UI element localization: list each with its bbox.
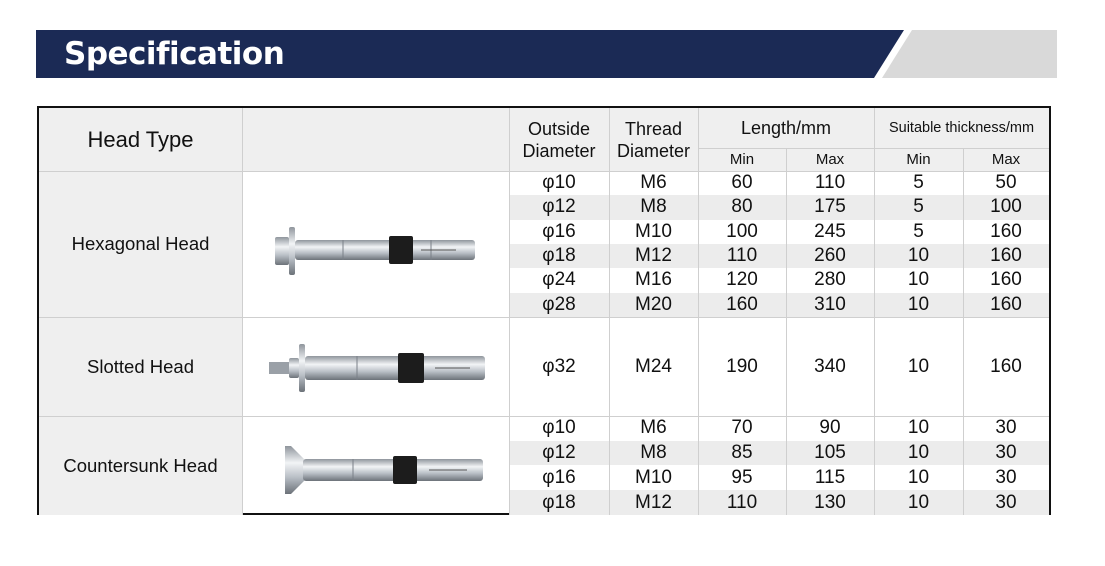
table-cell-od: φ10 bbox=[542, 417, 576, 439]
table-cell-lmin: 80 bbox=[731, 196, 753, 218]
divider bbox=[242, 108, 243, 515]
slotted-head-anchor-bolt-icon bbox=[265, 340, 490, 396]
table-cell-td: M12 bbox=[635, 491, 672, 513]
table-cell-lmax: 260 bbox=[814, 245, 846, 267]
table-cell-lmax: 175 bbox=[814, 196, 846, 218]
table-cell-tmax: 50 bbox=[995, 172, 1017, 194]
header-length: Length/mm bbox=[740, 118, 832, 138]
table-cell-tmin: 5 bbox=[913, 172, 924, 194]
table-cell-tmax: 100 bbox=[990, 196, 1022, 218]
table-cell-lmax: 110 bbox=[814, 172, 846, 194]
table-cell-lmin: 60 bbox=[731, 172, 753, 194]
table-cell-tmax: 160 bbox=[990, 220, 1022, 242]
group-label-hexagonal: Hexagonal Head bbox=[71, 233, 210, 254]
table-cell-tmin: 10 bbox=[907, 355, 930, 377]
header-suitable-thickness: Suitable thickness/mm bbox=[888, 120, 1035, 136]
table-cell-lmax: 130 bbox=[814, 491, 846, 513]
table-cell-lmax: 105 bbox=[814, 442, 846, 464]
table-cell-od: φ18 bbox=[542, 245, 576, 267]
table-cell-td: M6 bbox=[640, 417, 667, 439]
table-cell-lmin: 70 bbox=[731, 417, 753, 439]
table-cell-td: M12 bbox=[635, 245, 672, 267]
table-cell-lmin: 110 bbox=[726, 491, 758, 513]
table-cell-lmin: 100 bbox=[726, 220, 758, 242]
table-cell-tmax: 30 bbox=[995, 466, 1017, 488]
table-cell-tmax: 160 bbox=[990, 355, 1022, 377]
table-cell-td: M8 bbox=[640, 196, 667, 218]
table-cell-lmax: 280 bbox=[814, 269, 846, 291]
specification-table bbox=[37, 106, 1051, 515]
table-cell-od: φ16 bbox=[542, 466, 576, 488]
table-cell-tmin: 10 bbox=[907, 466, 930, 488]
table-cell-lmax: 310 bbox=[814, 293, 846, 315]
table-cell-lmin: 120 bbox=[726, 269, 758, 291]
table-cell-od: φ24 bbox=[542, 269, 576, 291]
table-cell-tmin: 10 bbox=[907, 269, 930, 291]
table-cell-lmin: 85 bbox=[731, 442, 753, 464]
group-label-countersunk: Countersunk Head bbox=[63, 454, 218, 476]
table-cell-tmax: 30 bbox=[995, 417, 1017, 439]
table-cell-od: φ12 bbox=[542, 442, 576, 464]
countersunk-head-anchor-bolt-icon bbox=[279, 442, 489, 498]
header-head-type: Head Type bbox=[87, 126, 194, 152]
header-thickness-min: Min bbox=[906, 151, 931, 168]
table-cell-tmax: 30 bbox=[995, 491, 1017, 513]
table-cell-td: M10 bbox=[635, 220, 672, 242]
table-cell-td: M20 bbox=[635, 293, 672, 315]
table-cell-lmin: 110 bbox=[726, 245, 758, 267]
table-cell-tmin: 5 bbox=[913, 196, 924, 218]
header-length-min: Min bbox=[729, 151, 755, 168]
table-cell-td: M8 bbox=[640, 442, 667, 464]
header-outside-diameter: Outside Diameter bbox=[522, 118, 596, 161]
table-cell-od: φ10 bbox=[542, 172, 576, 194]
table-cell-tmin: 5 bbox=[913, 220, 924, 242]
table-cell-lmax: 245 bbox=[814, 220, 846, 242]
table-cell-tmax: 30 bbox=[995, 442, 1017, 464]
table-cell-od: φ12 bbox=[542, 196, 576, 218]
group-label-slotted: Slotted Head bbox=[87, 355, 194, 377]
header-thread-diameter: Thread Diameter bbox=[616, 118, 691, 161]
table-cell-od: φ16 bbox=[542, 220, 576, 242]
table-cell-od: φ18 bbox=[542, 491, 576, 513]
table-cell-tmin: 10 bbox=[907, 442, 930, 464]
table-cell-lmin: 95 bbox=[731, 466, 753, 488]
table-cell-tmax: 160 bbox=[990, 293, 1022, 315]
table-cell-tmax: 160 bbox=[990, 269, 1022, 291]
table-cell-od: φ32 bbox=[542, 355, 576, 377]
table-cell-lmax: 90 bbox=[819, 417, 841, 439]
specification-banner bbox=[36, 30, 1057, 78]
table-cell-lmax: 115 bbox=[814, 466, 846, 488]
table-cell-tmin: 10 bbox=[907, 245, 930, 267]
table-cell-lmin: 190 bbox=[726, 355, 758, 377]
hex-head-anchor-bolt-icon bbox=[271, 223, 481, 277]
header-thickness-max: Max bbox=[991, 151, 1021, 168]
table-cell-lmax: 340 bbox=[814, 355, 846, 377]
header-length-max: Max bbox=[815, 151, 845, 168]
table-cell-tmin: 10 bbox=[907, 417, 930, 439]
table-cell-lmin: 160 bbox=[726, 293, 758, 315]
table-cell-tmax: 160 bbox=[990, 245, 1022, 267]
table-cell-td: M10 bbox=[635, 466, 672, 488]
table-cell-od: φ28 bbox=[542, 293, 576, 315]
table-cell-tmin: 10 bbox=[907, 491, 930, 513]
page-title: Specification bbox=[64, 36, 285, 72]
table-cell-td: M6 bbox=[640, 172, 667, 194]
table-cell-tmin: 10 bbox=[907, 293, 930, 315]
table-cell-td: M24 bbox=[635, 355, 672, 377]
table-cell-td: M16 bbox=[635, 269, 672, 291]
